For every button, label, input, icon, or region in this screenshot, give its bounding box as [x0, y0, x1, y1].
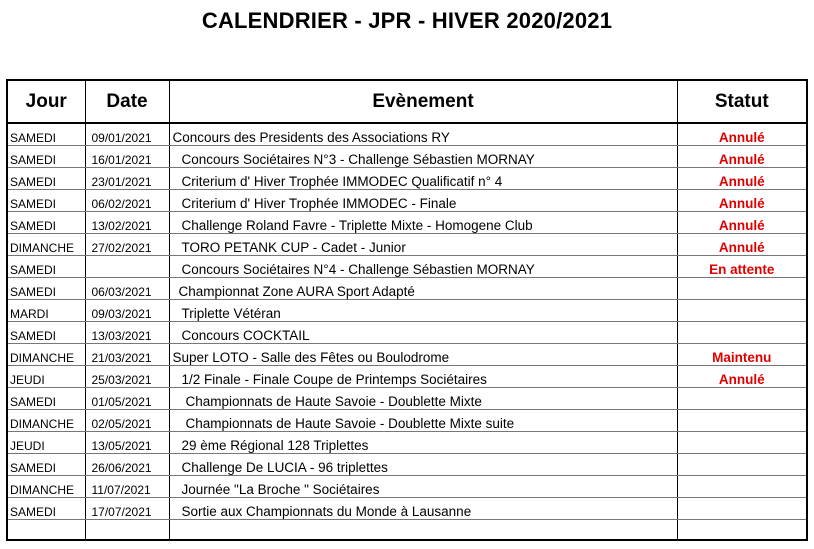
table-row	[7, 498, 807, 520]
empty-cell	[677, 520, 807, 541]
status-cell: Annulé	[677, 366, 807, 388]
status-cell: Annulé	[677, 234, 807, 256]
day-cell: DIMANCHE	[7, 344, 85, 366]
status-cell	[677, 300, 807, 322]
day-cell: SAMEDI	[7, 123, 85, 146]
table-row	[7, 300, 807, 322]
status-cell	[677, 454, 807, 476]
table-row	[7, 322, 807, 344]
calendar-table	[6, 79, 808, 541]
status-cell: Annulé	[677, 123, 807, 146]
day-cell: SAMEDI	[7, 388, 85, 410]
status-cell	[677, 322, 807, 344]
date-cell: 25/03/2021	[85, 366, 169, 388]
status-cell	[677, 278, 807, 300]
date-cell: 13/03/2021	[85, 322, 169, 344]
table-row	[7, 454, 807, 476]
empty-row	[7, 520, 807, 541]
date-cell: 11/07/2021	[85, 476, 169, 498]
table-row	[7, 366, 807, 388]
day-cell: SAMEDI	[7, 190, 85, 212]
table-row	[7, 388, 807, 410]
day-cell: SAMEDI	[7, 168, 85, 190]
status-cell: Annulé	[677, 146, 807, 168]
table-row	[7, 168, 807, 190]
day-cell: SAMEDI	[7, 256, 85, 278]
table-row	[7, 432, 807, 454]
date-cell: 17/07/2021	[85, 498, 169, 520]
header-row	[7, 80, 807, 123]
day-cell: SAMEDI	[7, 454, 85, 476]
day-cell: SAMEDI	[7, 146, 85, 168]
status-cell	[677, 410, 807, 432]
date-cell: 09/01/2021	[85, 123, 169, 146]
day-cell: MARDI	[7, 300, 85, 322]
table-row	[7, 212, 807, 234]
table-row	[7, 410, 807, 432]
event-cell: Journée "La Broche " Sociétaires	[169, 476, 677, 498]
day-cell: DIMANCHE	[7, 476, 85, 498]
status-cell: Annulé	[677, 212, 807, 234]
event-cell: 29 ème Régional 128 Triplettes	[169, 432, 677, 454]
day-cell: SAMEDI	[7, 278, 85, 300]
date-cell: 06/03/2021	[85, 278, 169, 300]
date-cell	[85, 256, 169, 278]
event-cell: Championnats de Haute Savoie - Doublette Mixte	[169, 388, 677, 410]
event-cell: Concours des Presidents des Associations RY	[169, 123, 677, 146]
date-cell: 21/03/2021	[85, 344, 169, 366]
event-cell: Championnat Zone AURA Sport Adapté	[169, 278, 677, 300]
status-cell: Annulé	[677, 168, 807, 190]
day-cell: SAMEDI	[7, 498, 85, 520]
event-cell: Sortie aux Championnats du Monde à Lausanne	[169, 498, 677, 520]
event-cell: TORO PETANK CUP - Cadet - Junior	[169, 234, 677, 256]
table-row	[7, 123, 807, 146]
table-row	[7, 278, 807, 300]
event-cell: Criterium d' Hiver Trophée IMMODEC - Finale	[169, 190, 677, 212]
event-cell: Concours Sociétaires N°4 - Challenge Sébastien MORNAY	[169, 256, 677, 278]
day-cell: DIMANCHE	[7, 234, 85, 256]
day-cell: JEUDI	[7, 432, 85, 454]
header-event: Evènement	[169, 80, 677, 123]
table-row	[7, 344, 807, 366]
day-cell: SAMEDI	[7, 322, 85, 344]
header-day: Jour	[7, 80, 85, 123]
event-cell: Challenge De LUCIA - 96 triplettes	[169, 454, 677, 476]
event-cell: Criterium d' Hiver Trophée IMMODEC Qualificatif n° 4	[169, 168, 677, 190]
empty-cell	[85, 520, 169, 541]
event-cell: Challenge Roland Favre - Triplette Mixte - Homogene Club	[169, 212, 677, 234]
status-cell	[677, 388, 807, 410]
table-row	[7, 256, 807, 278]
table-row	[7, 476, 807, 498]
status-cell	[677, 476, 807, 498]
table-row	[7, 146, 807, 168]
date-cell: 23/01/2021	[85, 168, 169, 190]
date-cell: 16/01/2021	[85, 146, 169, 168]
page-title: CALENDRIER - JPR - HIVER 2020/2021	[201, 8, 613, 33]
header-status: Statut	[677, 80, 807, 123]
table-row	[7, 190, 807, 212]
event-cell: Championnats de Haute Savoie - Doublette Mixte suite	[169, 410, 677, 432]
empty-cell	[169, 520, 677, 541]
date-cell: 02/05/2021	[85, 410, 169, 432]
day-cell: DIMANCHE	[7, 410, 85, 432]
date-cell: 09/03/2021	[85, 300, 169, 322]
status-cell: Maintenu	[677, 344, 807, 366]
event-cell: Triplette Vétéran	[169, 300, 677, 322]
empty-cell	[7, 520, 85, 541]
status-cell: Annulé	[677, 190, 807, 212]
event-cell: 1/2 Finale - Finale Coupe de Printemps Sociétaires	[169, 366, 677, 388]
status-cell	[677, 432, 807, 454]
status-cell: En attente	[677, 256, 807, 278]
day-cell: JEUDI	[7, 366, 85, 388]
day-cell: SAMEDI	[7, 212, 85, 234]
date-cell: 27/02/2021	[85, 234, 169, 256]
header-date: Date	[85, 80, 169, 123]
event-cell: Super LOTO - Salle des Fêtes ou Boulodrome	[169, 344, 677, 366]
event-cell: Concours COCKTAIL	[169, 322, 677, 344]
date-cell: 26/06/2021	[85, 454, 169, 476]
table-row	[7, 234, 807, 256]
date-cell: 13/05/2021	[85, 432, 169, 454]
date-cell: 01/05/2021	[85, 388, 169, 410]
status-cell	[677, 498, 807, 520]
event-cell: Concours Sociétaires N°3 - Challenge Sébastien MORNAY	[169, 146, 677, 168]
date-cell: 13/02/2021	[85, 212, 169, 234]
date-cell: 06/02/2021	[85, 190, 169, 212]
